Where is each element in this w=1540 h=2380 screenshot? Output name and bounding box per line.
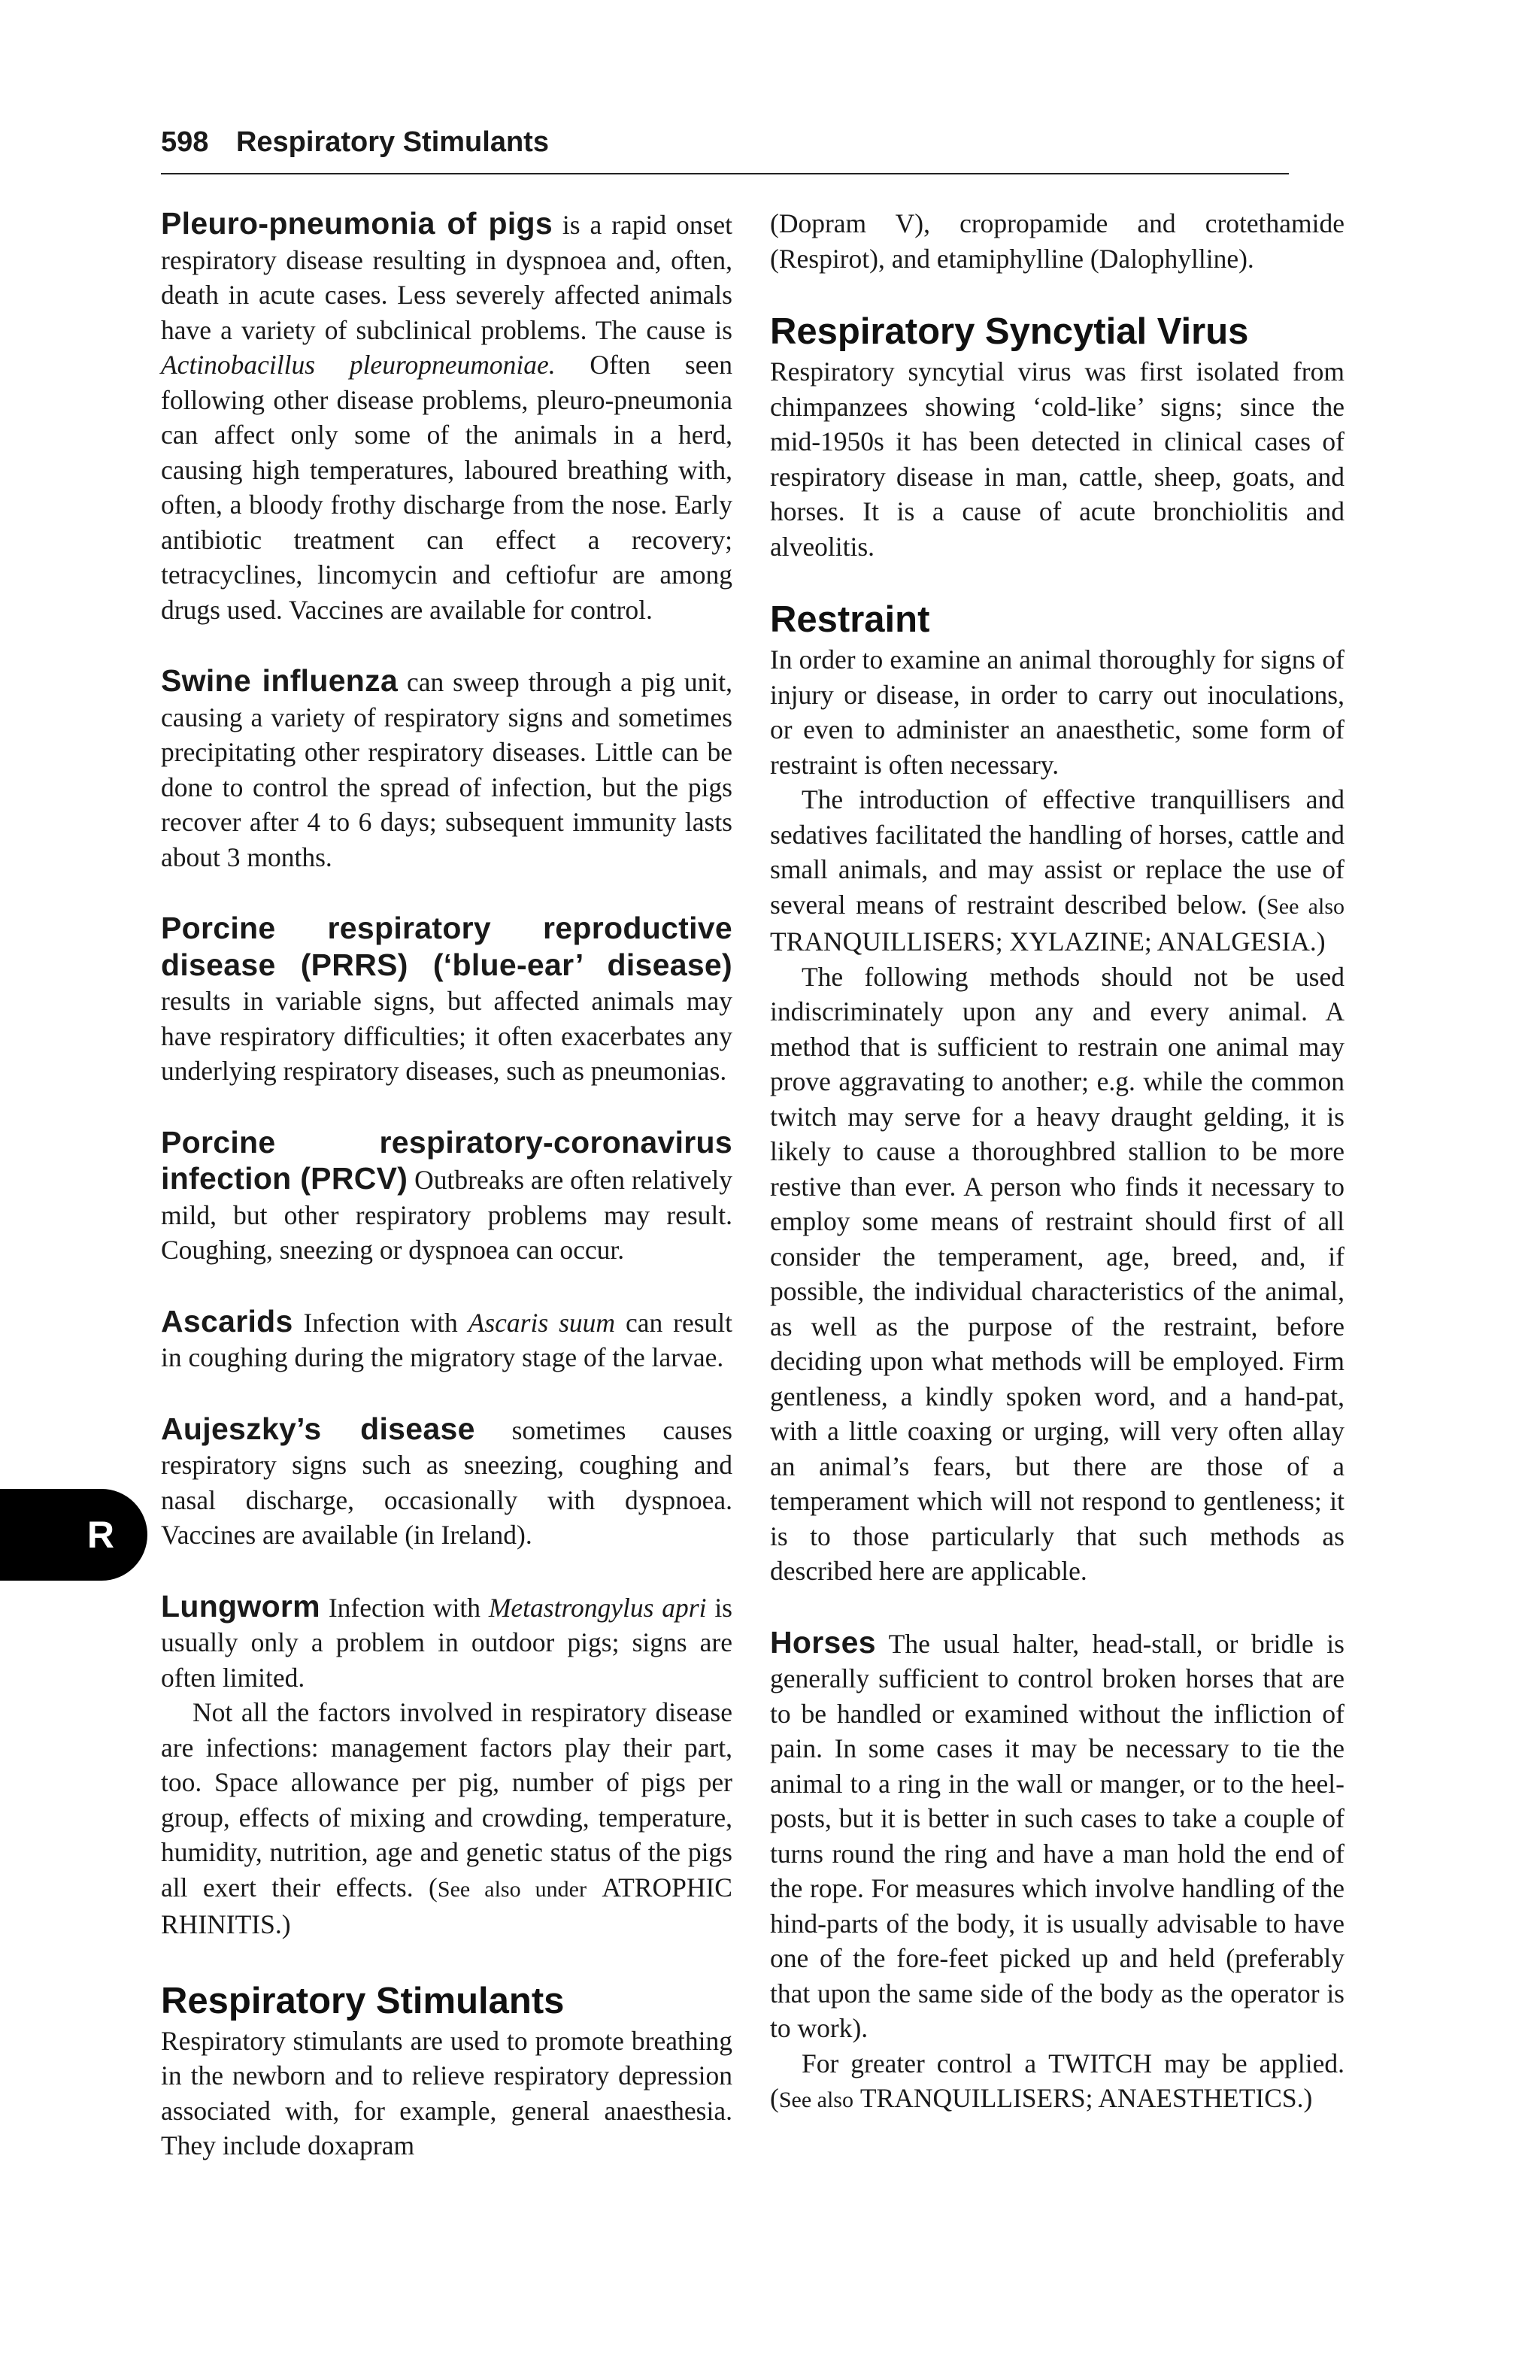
paragraph-restraint-3: The following methods should not be used indiscriminately upon any and every animal. A method that is sufficient to restrain one animal may prove aggravating to another; e.g. while the common twitch may serve for a heavy draught gelding, it is likely to cause a thoroughbred stallion to be more restive than ever. A person who finds it necessary to employ some means of restraint should first of all consider the temperament, age, breed, and, if possible, the individual characteristics of the animal, as well as the purpose of the restraint, before deciding upon what methods will be employed. Firm gentleness, a kindly spoken word, and a hand-pat, with a little coaxing or urging, will very often allay an animal’s fears, but there are those of a temperament which will not respond to gentleness; it is to those particularly that such methods as described here are applicable. xyxy=(770,961,1344,1586)
entry-title: Swine influenza xyxy=(161,663,399,698)
paragraph-respiratory-stimulants: Respiratory stimulants are used to promote breathing in the newborn and to relieve respiratory depression associated with, for example, general anaesthesia. They include doxapram xyxy=(161,2025,732,2160)
paragraph-text: For greater control a xyxy=(802,2048,1049,2078)
entry-text: can result in coughing during the migratory stage of the larvae. xyxy=(161,1307,733,1372)
paragraph-management-factors xyxy=(161,1695,732,1942)
paragraph-text: The introduction of effective tranquillisers and sedatives facilitated the handling of horses, cattle and small animals, and may assist or replace the use of several means of restraint described below. ( xyxy=(770,784,1344,920)
cross-reference: TRANQUILLISERS; XYLAZINE; ANALGESIA xyxy=(770,926,1310,957)
entry-prcv xyxy=(161,1125,732,1268)
paragraph-restraint-2 xyxy=(770,782,1344,960)
entry-text: Outbreaks are often relatively mild, but other respiratory problems may result. Coughing, sneezing or dyspnoea can occur. xyxy=(161,1165,732,1265)
entry-italic: Ascaris suum xyxy=(468,1307,616,1338)
left-column xyxy=(161,206,732,2163)
entry-title: Aujeszky’s disease xyxy=(161,1411,475,1446)
paragraph-text: .) xyxy=(274,1909,291,1939)
paragraph-text: may be applied. ( xyxy=(770,2048,1344,2113)
entry-title: Porcine respiratory-coronavirus infection (PRCV) xyxy=(161,1124,732,1196)
see-also-label: See also xyxy=(778,2087,853,2112)
entry-text: results in variable signs, but affected animals may have respiratory difficulties; it often exacerbates any underlying respiratory diseases, such as pneumonias. xyxy=(161,986,732,1086)
header-rule xyxy=(161,173,1289,174)
see-also-label: See also xyxy=(1266,893,1344,919)
paragraph-text: Not all the factors involved in respiratory disease are infections: management factors play their part, too. Space allowance per pig, number of pigs per group, effects of mixing and crowding, temperature, humidity, nutrition, age and genetic status of the pigs all exert their effects. ( xyxy=(161,1697,732,1902)
entry-italic: Actinobacillus pleuropneumoniae. xyxy=(161,350,556,380)
paragraph-rsv: Respiratory syncytial virus was first isolated from chimpanzees showing ‘cold-like’ signs; since the mid-1950s it has been detected in clinical cases of respiratory disease in man, cattle, sheep, goats, and horses. It is a cause of acute bronchiolitis and alveolitis. xyxy=(770,356,1344,562)
see-also-label: See also under xyxy=(437,1876,587,1902)
paragraph-text: .) xyxy=(1309,926,1326,957)
entry-title: Horses xyxy=(770,1624,876,1660)
entry-text: Infection with xyxy=(293,1307,468,1338)
running-title: Respiratory Stimulants xyxy=(235,126,549,158)
entry-title: Ascarids xyxy=(161,1303,293,1339)
section-heading: Respiratory Syncytial Virus xyxy=(770,311,1249,352)
paragraph-horses-2 xyxy=(770,2046,1344,2118)
entry-text: sometimes causes respiratory signs such as sneezing, coughing and nasal discharge, occasionally with dyspnoea. Vaccines are available (in Ireland). xyxy=(161,1414,733,1550)
entry-aujeszkys-disease xyxy=(161,1411,732,1553)
entry-horses xyxy=(770,1625,1344,2046)
cross-reference: ATROPHIC RHINITIS xyxy=(161,1872,732,1939)
entry-text: is a rapid onset respiratory disease resulting in dyspnoea and, often, death in acute cases. Less severely affected animals have a variety of subclinical problems. The cause is xyxy=(161,210,733,345)
thumb-index-tab xyxy=(0,1489,147,1581)
right-column xyxy=(770,206,1344,2118)
entry-prrs xyxy=(161,911,732,1089)
cross-reference: TRANQUILLISERS; ANAESTHETICS xyxy=(859,2083,1297,2113)
entry-title: Lungworm xyxy=(161,1588,320,1624)
entry-italic: Metastrongylus apri xyxy=(488,1592,707,1623)
paragraph-text: .) xyxy=(1296,2083,1313,2113)
entry-text: is usually only a problem in outdoor pigs; signs are often limited. xyxy=(161,1592,732,1693)
paragraph-restraint-1: In order to examine an animal thoroughly for signs of injury or disease, in order to carry out inoculations, or even to administer an anaesthetic, some form of restraint is often necessary. xyxy=(770,644,1344,780)
running-head xyxy=(161,126,1289,159)
paragraph-respiratory-stimulants-cont: (Dopram V), cropropamide and crotethamide (Respirot), and etamiphylline (Dalophylline). xyxy=(770,208,1344,274)
entry-text: The usual halter, head-stall, or bridle is generally sufficient to control broken horses that are to be handled or examined without the infliction of pain. In some cases it may be necessary to tie the animal to a ring in the wall or manger, or to the heel-posts, but it is better in such cases to take a couple of turns round the ring and have a man hold the end of the rope. For measures which involve handling of the hind-parts of the body, it is usually advisable to have one of the fore-feet picked up and held (preferably that upon the same side of the body as the operator is to work). xyxy=(770,1628,1344,2043)
page-number: 598 xyxy=(161,126,209,158)
section-heading: Restraint xyxy=(770,599,930,640)
entry-text: Infection with xyxy=(320,1592,489,1623)
cross-reference: TWITCH xyxy=(1048,2048,1153,2078)
entry-pleuro-pneumonia xyxy=(161,206,732,627)
entry-text: can sweep through a pig unit, causing a variety of respiratory signs and sometimes precipitating other respiratory diseases. Little can be done to control the spread of infection, but the pigs recover after 4 to 6 days; subsequent immunity lasts about 3 months. xyxy=(161,667,733,872)
entry-lungworm xyxy=(161,1589,732,1696)
section-heading: Respiratory Stimulants xyxy=(161,1980,565,2021)
entry-text: Often seen following other disease problems, pleuro-pneumonia can affect only some of the animals in a herd, causing high temperatures, laboured breathing with, often, a bloody frothy discharge from the nose. Early antibiotic treatment can effect a recovery; tetracyclines, lincomycin and ceftiofur are among drugs used. Vaccines are available for control. xyxy=(161,350,732,625)
entry-ascarids xyxy=(161,1304,732,1375)
entry-title: Pleuro-pneumonia of pigs xyxy=(161,206,553,241)
thumb-tab-letter: R xyxy=(86,1514,114,1556)
entry-title: Porcine respiratory reproductive disease (PRRS) (‘blue-ear’ disease) xyxy=(161,911,732,982)
entry-swine-influenza xyxy=(161,663,732,875)
